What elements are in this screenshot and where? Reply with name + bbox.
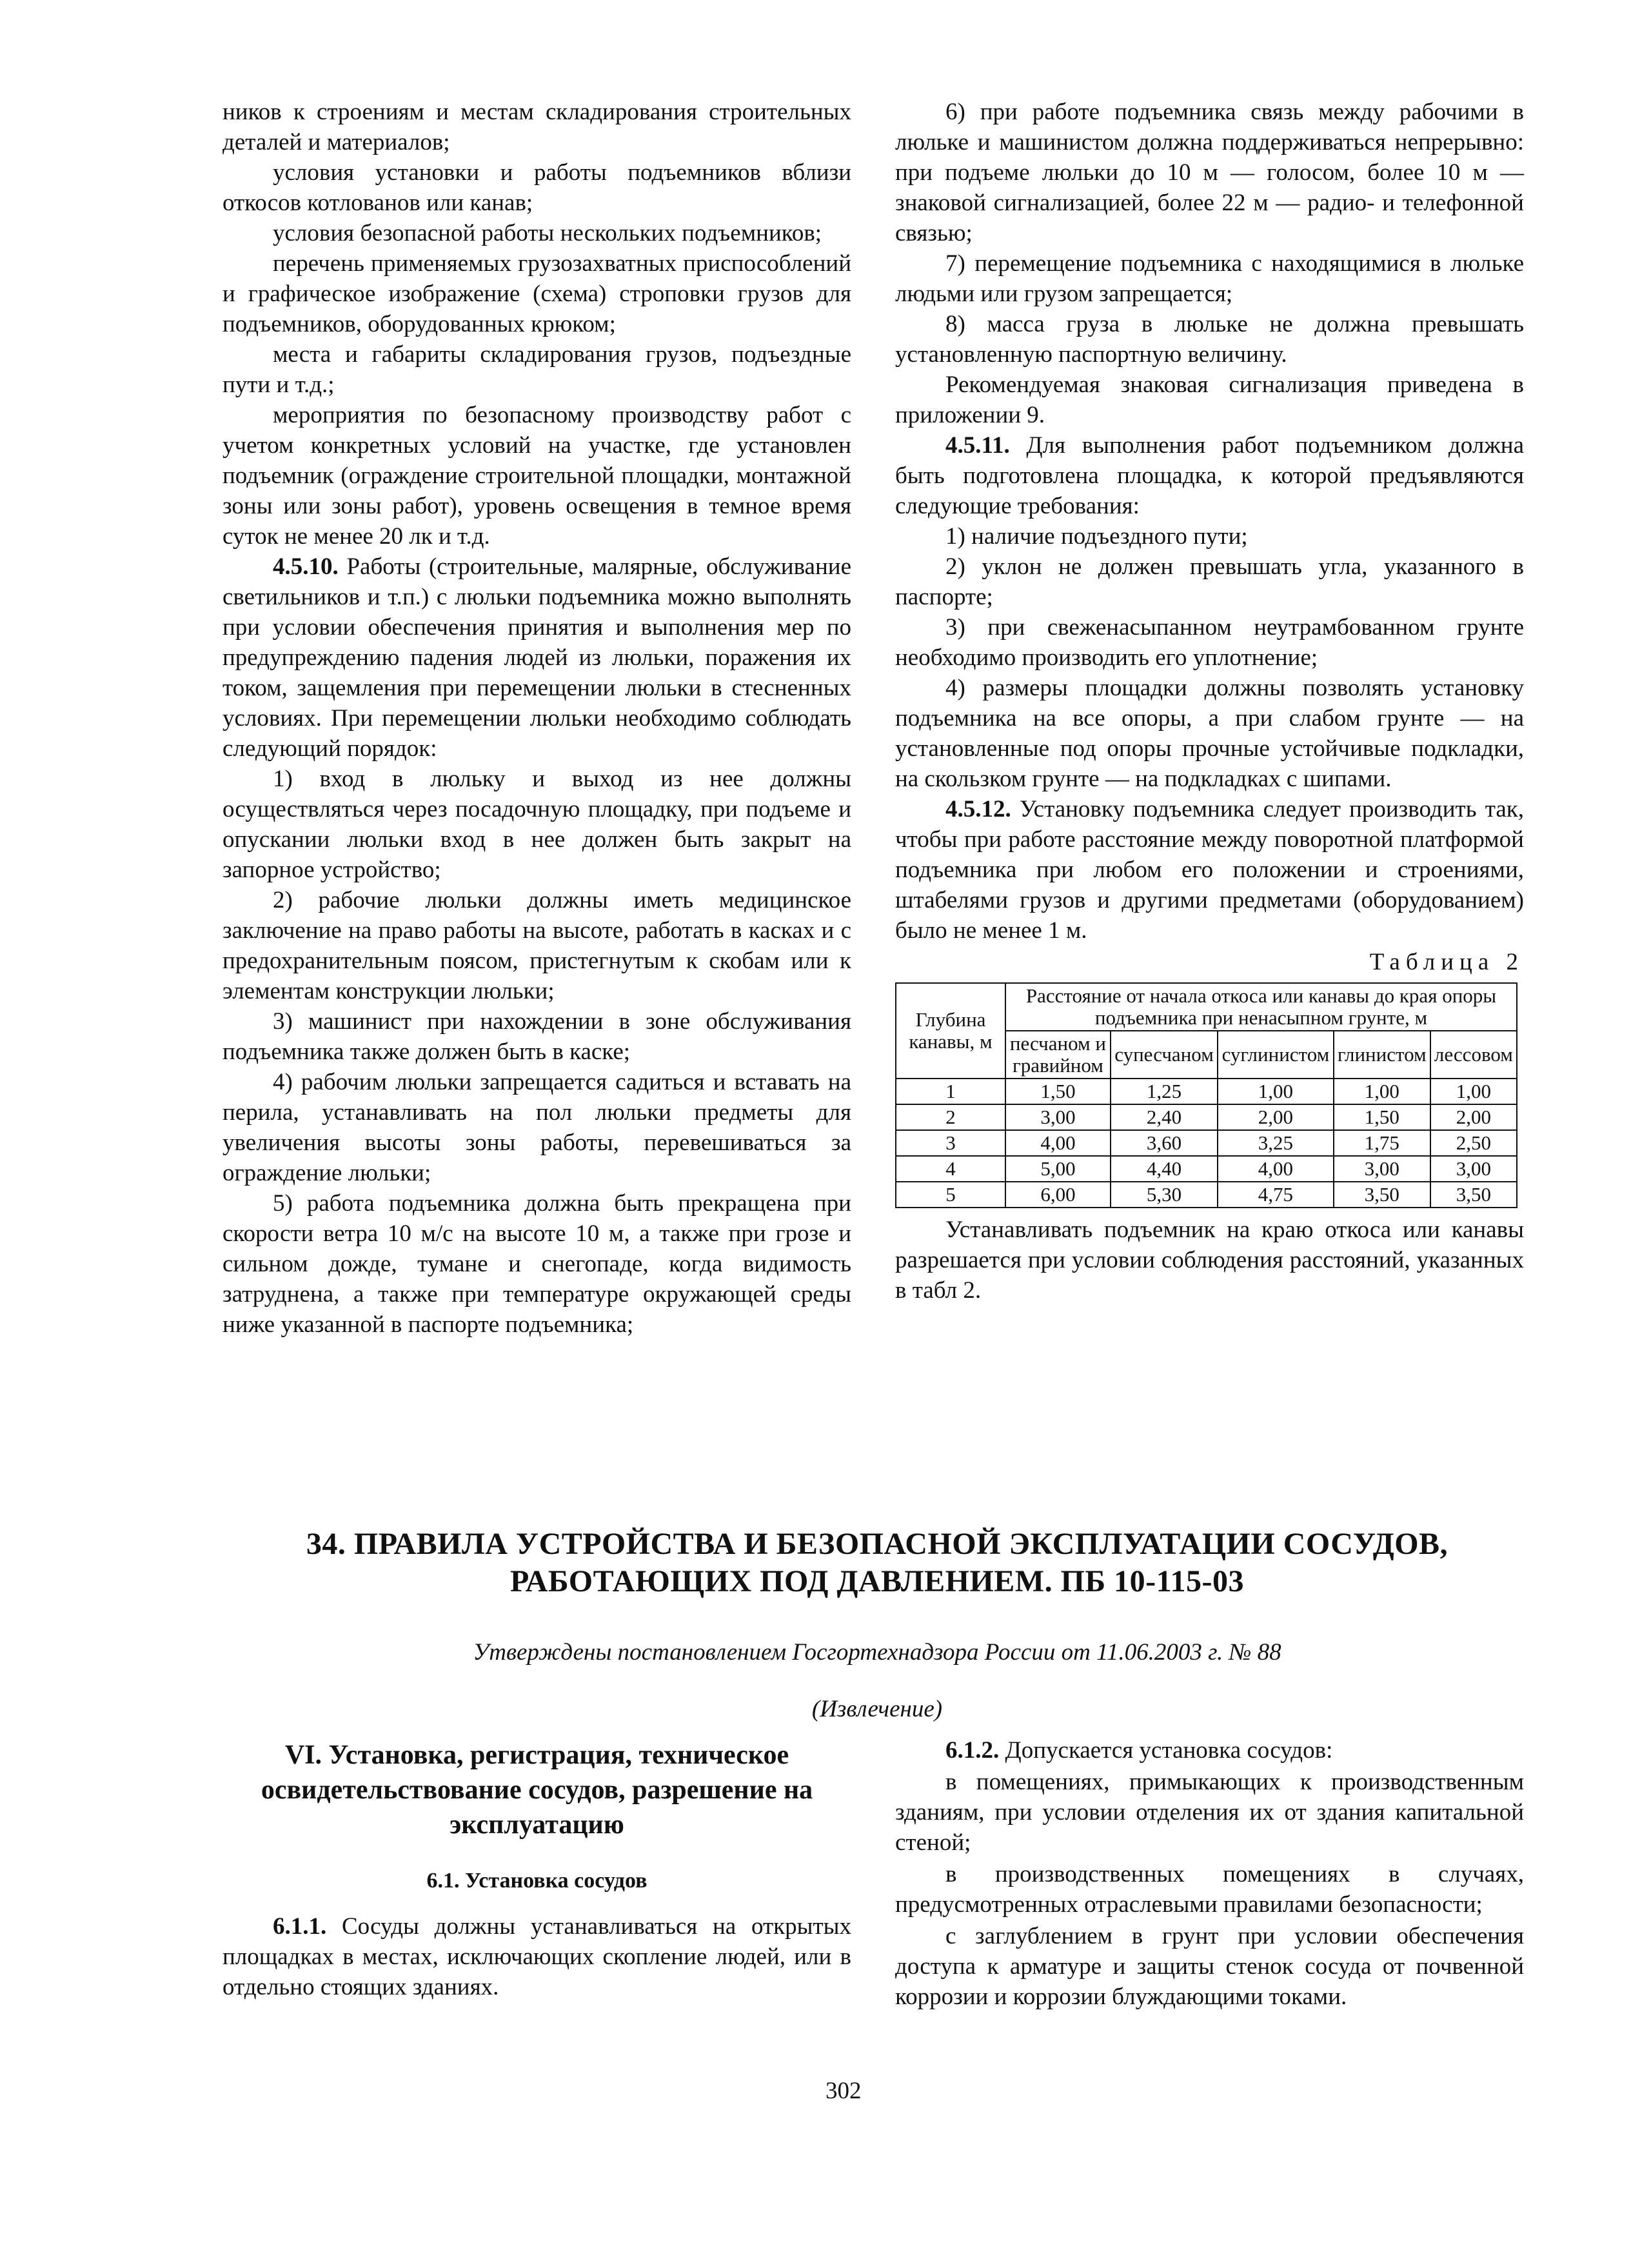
depth-cell: 2 — [896, 1104, 1005, 1130]
list-item: с заглублением в грунт при условии обеспечения доступа к арматуре и защиты стенок сосуда от почвенной коррозии и коррозии блуждающими токами. — [895, 1923, 1524, 2010]
clause-text: Для выполнения работ подъемником должна быть подготовлена площадка, к которой предъявляются следующие требования: — [895, 432, 1524, 519]
table-row — [896, 1104, 1517, 1130]
lower-left-column — [222, 1735, 851, 2004]
clause-number: 6.1.1. — [273, 1913, 327, 1940]
distance-cell: 1,50 — [1334, 1104, 1430, 1130]
distance-cell: 6,00 — [1005, 1182, 1111, 1208]
distance-cell: 4,00 — [1005, 1130, 1111, 1156]
soil-header: лессовом — [1430, 1031, 1517, 1079]
distance-cell: 3,00 — [1430, 1156, 1517, 1182]
soil-header: глинистом — [1334, 1031, 1430, 1079]
list-item: Рекомендуемая знаковая сигнализация приведена в приложении 9. — [895, 372, 1524, 428]
paragraph-6-1-1 — [222, 1911, 851, 2002]
clause-text: Работы (строительные, малярные, обслуживание светильников и т.п.) с люльки подъемника можно выполнять при условии обеспечения принятия и выполнения мер по предупреждению падения людей из люльки, поражения их током, защемления при перемещении люльки в стесненных условиях. При перемещении люльки необходимо соблюдать следующий порядок: — [222, 553, 851, 762]
p4511-items-list — [895, 521, 1524, 794]
list-item: условия установки и работы подъемников вблизи откосов котлованов или канав; — [222, 159, 851, 216]
list-item: 3) при свеженасыпанном неутрамбованном грунте необходимо производить его уплотнение; — [895, 614, 1524, 671]
left-column — [222, 97, 851, 1340]
list-item: 2) уклон не должен превышать угла, указанного в паспорте; — [895, 553, 1524, 610]
list-item: 6) при работе подъемника связь между рабочими в люльке и машинистом должна поддерживаться непрерывно: при подъеме люльки до 10 м — голосом, более 10 м — знаковой сигнализацией, более 22 м — радио- и телефонной связью; — [895, 99, 1524, 246]
distance-cell: 4,75 — [1218, 1182, 1334, 1208]
table-row — [896, 1079, 1517, 1104]
distance-cell: 4,40 — [1111, 1156, 1218, 1182]
list-item: условия безопасной работы нескольких подъемников; — [273, 220, 822, 246]
soil-header: песчаном и гравийном — [1005, 1031, 1111, 1079]
list-item: 3) машинист при нахождении в зоне обслуживания подъемника также должен быть в каске; — [222, 1008, 851, 1065]
paragraph-4-5-10 — [222, 552, 851, 764]
paragraph-4-5-12 — [895, 794, 1524, 946]
list-item: ников к строениям и местам складирования строительных деталей и материалов; — [222, 99, 851, 155]
depth-cell: 3 — [896, 1130, 1005, 1156]
list-item: в производственных помещениях в случаях, предусмотренных отраслевыми правилами безопасности; — [895, 1861, 1524, 1918]
list-item: 1) наличие подъездного пути; — [945, 523, 1248, 550]
list-item: 5) работа подъемника должна быть прекращена при скорости ветра 10 м/с на высоте 10 м, а также при грозе и сильном дожде, тумане и снегопаде, когда видимость затруднена, а также при температуре окружающей среды ниже указанной в паспорте подъемника; — [222, 1190, 851, 1338]
clause-text: Сосуды должны устанавливаться на открытых площадках в местах, исключающих скопление людей, или в отдельно стоящих зданиях. — [222, 1913, 852, 2000]
after-table-text: Устанавливать подъемник на краю откоса или канавы разрешается при условии соблюдения расстояний, указанных в табл 2. — [895, 1217, 1524, 1304]
paragraph-4-5-11 — [895, 430, 1524, 521]
list-item: 4) рабочим люльки запрещается садиться и вставать на перила, устанавливать на пол люльки предметы для увеличения высоты зоны работы, перевешиваться за ограждение люльки; — [222, 1069, 851, 1186]
distance-table — [895, 982, 1518, 1208]
depth-header: Глубина канавы, м — [896, 983, 1005, 1079]
distance-cell: 1,00 — [1430, 1079, 1517, 1104]
page-number: 302 — [826, 2078, 862, 2104]
list-item: 2) рабочие люльки должны иметь медицинское заключение на право работы на высоте, работать в касках и с предохранительным поясом, пристегнутым к скобам или к элементам конструкции люльки; — [222, 887, 851, 1004]
list-item: 8) масса груза в люльке не должна превышать установленную паспортную величину. — [895, 311, 1524, 368]
distance-cell: 2,00 — [1218, 1104, 1334, 1130]
list-item: перечень применяемых грузозахватных приспособлений и графическое изображение (схема) строповки грузов для подъемников, оборудованных крюком; — [222, 250, 851, 337]
left-items-list — [222, 764, 851, 1340]
section-heading-34: 34. ПРАВИЛА УСТРОЙСТВА И БЕЗОПАСНОЙ ЭКСПЛУАТАЦИИ СОСУДОВ, РАБОТАЮЩИХ ПОД ДАВЛЕНИЕМ. ПБ 10-115-03 — [306, 1527, 1448, 1598]
right-items-list — [895, 97, 1524, 430]
soil-header: супесчаном — [1111, 1031, 1218, 1079]
table-row — [896, 1156, 1517, 1182]
list-item: мероприятия по безопасному производству работ с учетом конкретных условий на участке, где установлен подъемник (ограждение строительной площадки, монтажной зоны или зоны работ), уровень освещения в темное время суток не менее 20 лк и т.д. — [222, 402, 851, 550]
distance-cell: 5,30 — [1111, 1182, 1218, 1208]
depth-cell: 1 — [896, 1079, 1005, 1104]
section-6-heading: VI. Установка, регистрация, техническое освидетельствование сосудов, разрешение на эксплуатацию — [261, 1740, 813, 1840]
extract-note: (Извлечение) — [811, 1696, 943, 1722]
distance-cell: 1,50 — [1005, 1079, 1111, 1104]
distance-cell: 1,75 — [1334, 1130, 1430, 1156]
clause-number: 4.5.12. — [945, 796, 1011, 822]
distance-cell: 5,00 — [1005, 1156, 1111, 1182]
approval-note: Утверждены постановлением Госгортехнадзора России от 11.06.2003 г. № 88 — [473, 1639, 1281, 1666]
table-caption: Таблица 2 — [1369, 949, 1524, 975]
right-column — [895, 97, 1524, 1306]
distance-cell: 3,00 — [1005, 1104, 1111, 1130]
paragraph-6-1-2 — [895, 1735, 1524, 1766]
distance-cell: 1,00 — [1334, 1079, 1430, 1104]
span-header: Расстояние от начала откоса или канавы до края опоры подъемника при ненасыпном грунте, м — [1005, 983, 1517, 1031]
table-body — [896, 1079, 1517, 1208]
distance-cell: 3,00 — [1334, 1156, 1430, 1182]
distance-cell: 4,00 — [1218, 1156, 1334, 1182]
distance-cell: 3,25 — [1218, 1130, 1334, 1156]
distance-cell: 2,50 — [1430, 1130, 1517, 1156]
table-row — [896, 1182, 1517, 1208]
distance-cell: 1,25 — [1111, 1079, 1218, 1104]
distance-cell: 3,50 — [1334, 1182, 1430, 1208]
list-item: 7) перемещение подъемника с находящимися в люльке людьми или грузом запрещается; — [895, 250, 1524, 307]
clause-number: 4.5.11. — [945, 432, 1010, 459]
list-item: в помещениях, примыкающих к производственным зданиям, при условии отделения их от здания капитальной стеной; — [895, 1769, 1524, 1856]
subsection-6-1-heading: 6.1. Установка сосудов — [426, 1869, 648, 1893]
left-intro-list — [222, 97, 851, 552]
distance-cell: 2,00 — [1430, 1104, 1517, 1130]
list-item: места и габариты складирования грузов, подъездные пути и т.д.; — [222, 341, 851, 398]
distance-cell: 2,40 — [1111, 1104, 1218, 1130]
p612-items-list — [895, 1767, 1524, 2012]
distance-cell: 3,60 — [1111, 1130, 1218, 1156]
depth-cell: 5 — [896, 1182, 1005, 1208]
list-item: 4) размеры площадки должны позволять установку подъемника на все опоры, а при слабом грунте — на установленные под опоры прочные устойчивые подкладки, на скользком грунте — на подкладках с шипами. — [895, 675, 1524, 792]
clause-number: 6.1.2. — [945, 1737, 1000, 1764]
clause-text: Допускается установка сосудов: — [1005, 1737, 1333, 1764]
depth-cell: 4 — [896, 1156, 1005, 1182]
soil-header: суглинистом — [1218, 1031, 1334, 1079]
clause-number: 4.5.10. — [273, 553, 339, 580]
distance-cell: 3,50 — [1430, 1182, 1517, 1208]
distance-cell: 1,00 — [1218, 1079, 1334, 1104]
lower-right-column — [895, 1735, 1524, 2013]
list-item: 1) вход в люльку и выход из нее должны осуществляться через посадочную площадку, при подъеме и опускании люльки вход в нее должен быть закрыт на запорное устройство; — [222, 766, 851, 883]
clause-text: Установку подъемника следует производить так, чтобы при работе расстояние между поворотной платформой подъемника при любом его положении и строениями, штабелями грузов и другими предметами (оборудованием) было не менее 1 м. — [895, 796, 1524, 944]
table-row — [896, 1130, 1517, 1156]
